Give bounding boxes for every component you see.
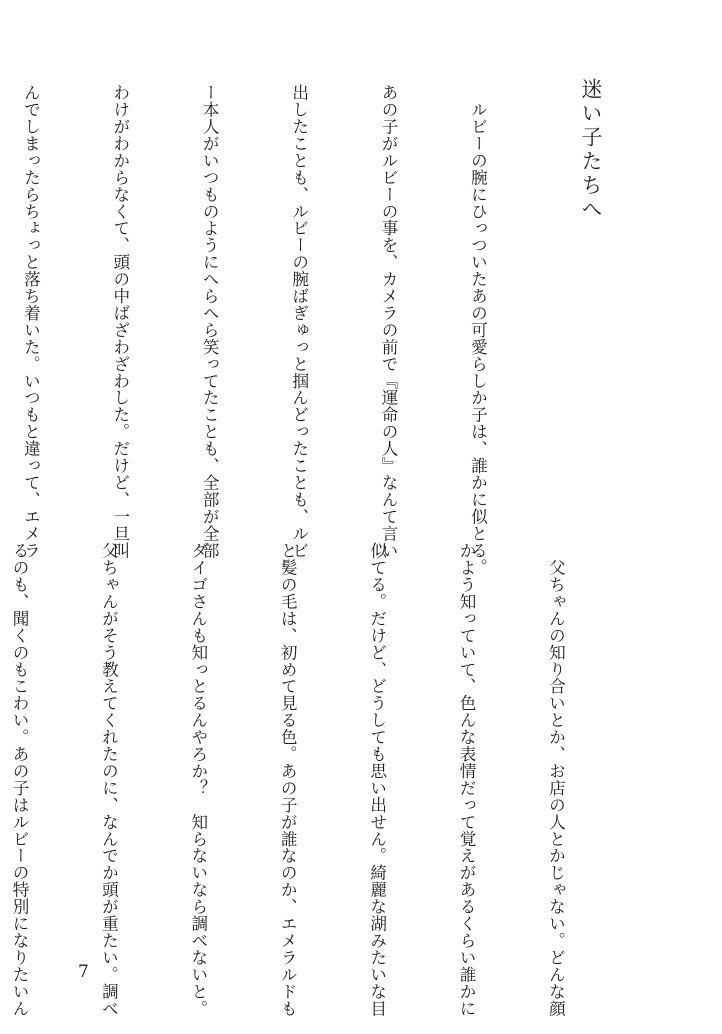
text-line: 出したことも、ルビーの腕ばぎゅっと掴んどったことも、ルビ bbox=[289, 84, 309, 559]
text-line: と髪の毛は、初めて見る色。あの子が誰なのか、エメラルドも bbox=[278, 542, 298, 1017]
page-number: 7 bbox=[78, 962, 89, 982]
upper-text-block bbox=[0, 84, 552, 576]
text-line: 似てる。だけど、どうしても思い出せん。綺麗な湖みたいな目 bbox=[367, 542, 387, 1017]
text-line: ー本人がいつものようにへらへら笑ってたことも、全部が全部 bbox=[200, 84, 220, 559]
text-line: んでしまったらちょっと落ち着いた。いつもと違って、エメラ bbox=[21, 84, 41, 559]
text-line: るのも、聞くのもこわい。あの子はルビーの特別になりたいん bbox=[10, 542, 30, 1017]
text-line: かよう知っていて、色んな表情だって覚えがあるくらい誰かに bbox=[457, 542, 477, 1017]
chapter-title: 迷い子たちへ bbox=[579, 78, 603, 222]
text-line: あの子がルビーの事を、カメラの前で『運命の人』なんて言い bbox=[379, 84, 399, 559]
text-line: わけがわからなくて、頭の中ばざわざわした。だけど、一旦叫 bbox=[110, 84, 130, 559]
lower-text-block bbox=[0, 542, 630, 1017]
text-line: ダイゴさんも知っとるんやろか？ 知らないなら調べないと。 bbox=[188, 542, 208, 1017]
text-line: 父ちゃんがそう教えてくれたのに、なんでか頭が重たい。調べ bbox=[99, 542, 119, 1017]
text-line: 父ちゃんの知り合いとか、お店の人とかじゃない。どんな顔 bbox=[546, 542, 566, 1017]
text-line: ルビーの腕にひっついたあの可愛らしか子は、誰かに似とる。 bbox=[468, 84, 488, 576]
